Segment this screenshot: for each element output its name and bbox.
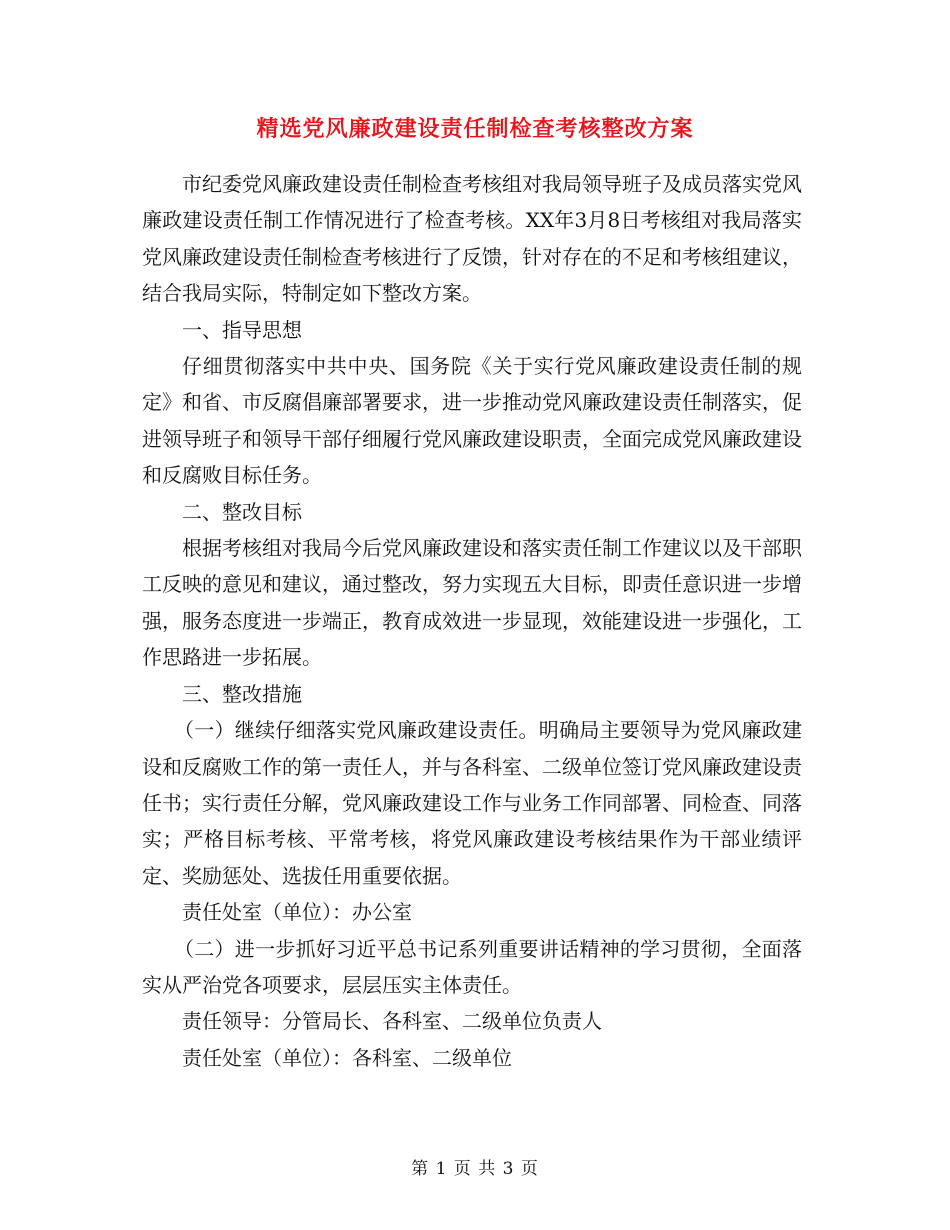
section-heading-guiding-thought: 一、指导思想 — [182, 317, 302, 342]
measure-2-responsible-leader: 责任领导：分管局长、各科室、二级单位负责人 — [182, 1009, 602, 1034]
rectification-goals-paragraph: 根据考核组对我局今后党风廉政建设和落实责任制工作建议以及干部职工反映的意见和建议，通过整改，努力实现五大目标，即责任意识进一步增强，服务态度进一步端正，教育成效进一步显现，效能建设进一步强化，工作思路进一步拓展。 — [142, 536, 802, 670]
measure-1-responsible-office: 责任处室（单位）：办公室 — [182, 900, 412, 925]
section-heading-rectification-goals: 二、整改目标 — [182, 499, 302, 524]
guiding-thought-paragraph: 仔细贯彻落实中共中央、国务院《关于实行党风廉政建设责任制的规定》和省、市反腐倡廉部署要求，进一步推动党风廉政建设责任制落实，促进领导班子和领导干部仔细履行党风廉政建设职责，全面完成党风廉政建设和反腐败目标任务。 — [142, 354, 802, 488]
document-title: 精选党风廉政建设责任制检查考核整改方案 — [256, 116, 694, 142]
section-heading-rectification-measures: 三、整改措施 — [182, 681, 302, 706]
measure-2-paragraph: （二）进一步抓好习近平总书记系列重要讲话精神的学习贯彻，全面落实从严治党各项要求，层层压实主体责任。 — [142, 936, 802, 997]
document-body — [142, 166, 802, 1076]
intro-paragraph: 市纪委党风廉政建设责任制检查考核组对我局领导班子及成员落实党风廉政建设责任制工作情况进行了检查考核。XX年3月8日考核组对我局落实党风廉政建设责任制检查考核进行了反馈，针对存在的不足和考核组建议，结合我局实际，特制定如下整改方案。 — [142, 172, 802, 306]
page-number: 第 1 页 共 3 页 — [411, 1159, 539, 1179]
measure-2-responsible-office: 责任处室（单位）：各科室、二级单位 — [182, 1045, 512, 1070]
measure-1-paragraph: （一）继续仔细落实党风廉政建设责任。明确局主要领导为党风廉政建设和反腐败工作的第一责任人，并与各科室、二级单位签订党风廉政建设责任书；实行责任分解，党风廉政建设工作与业务工作同部署、同检查、同落实；严格目标考核、平常考核，将党风廉政建设考核结果作为干部业绩评定、奖励惩处、选拔任用重要依据。 — [142, 718, 802, 888]
